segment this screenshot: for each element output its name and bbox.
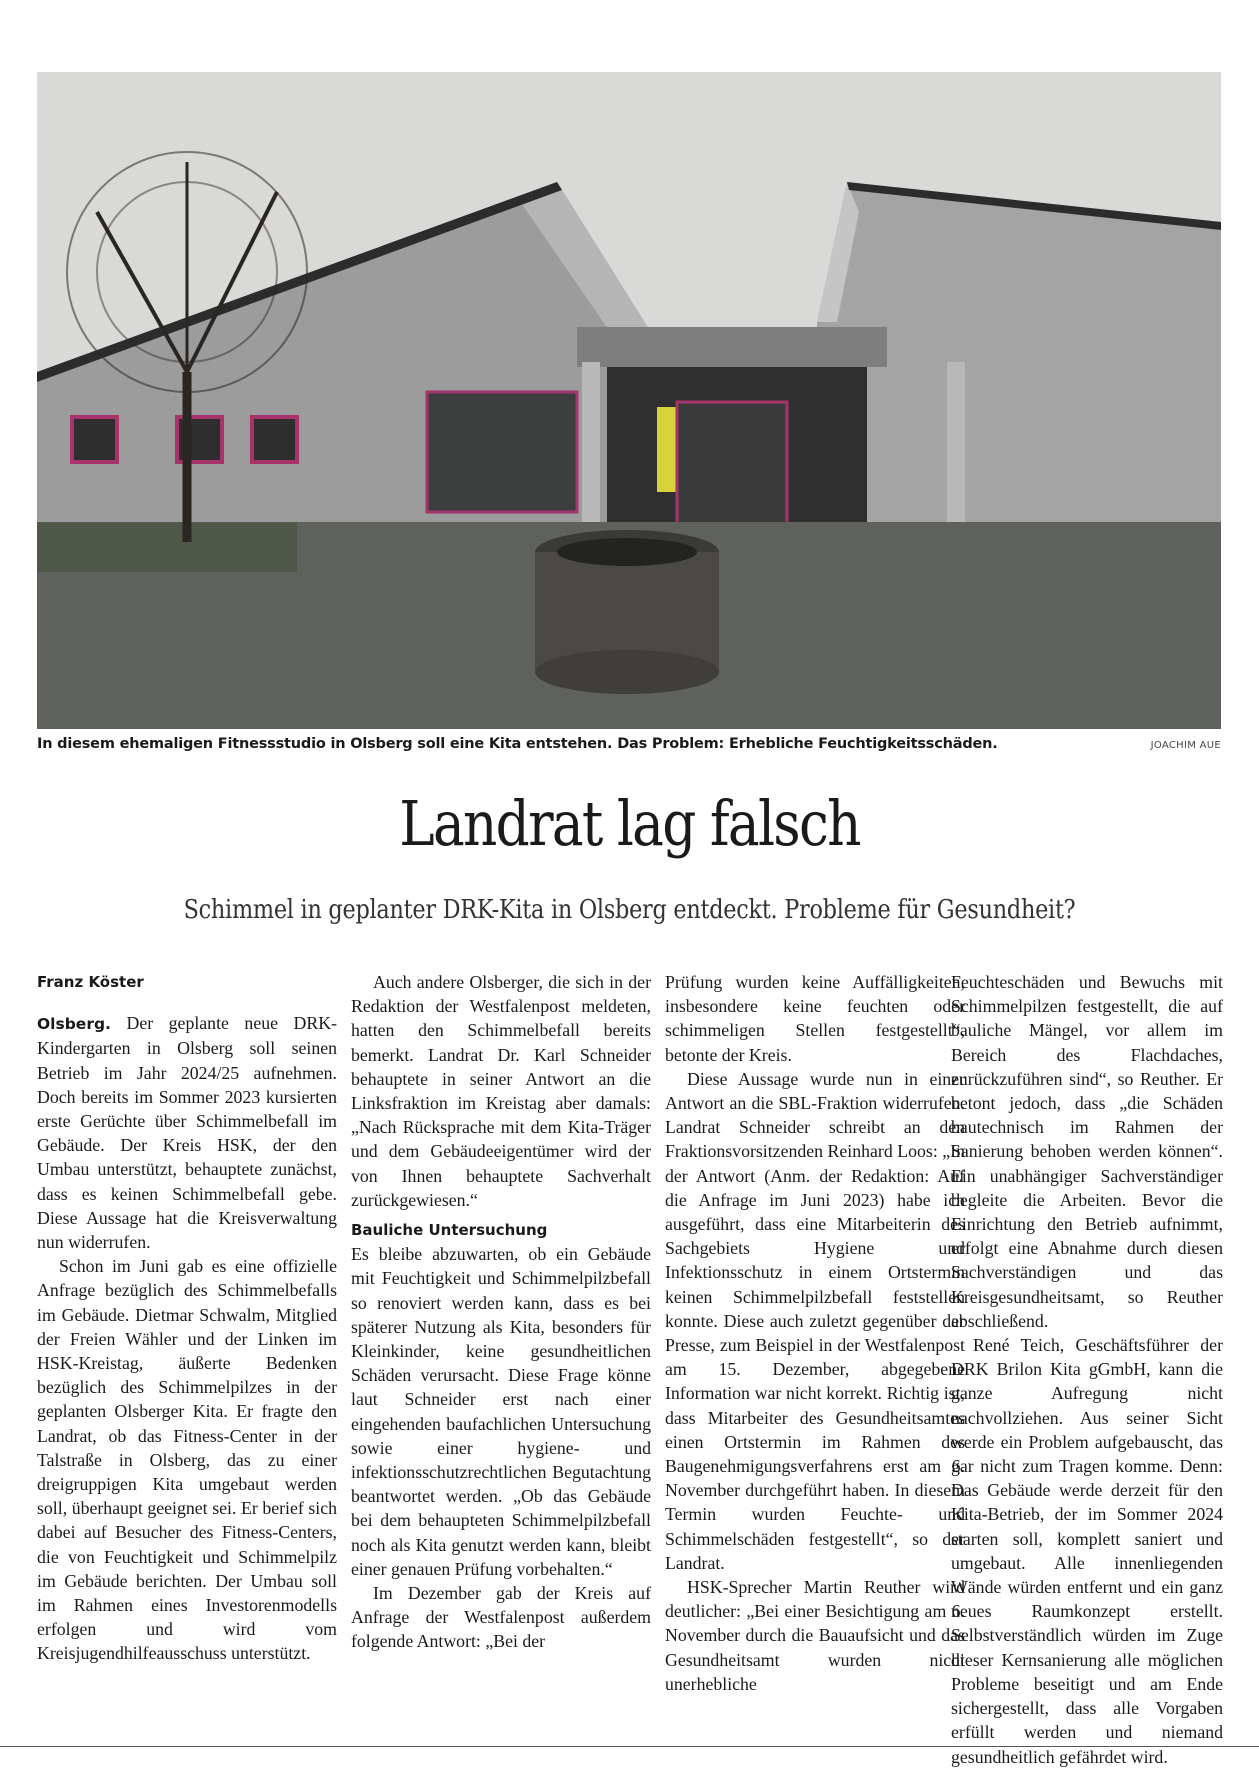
building-photo-illustration: [37, 72, 1221, 729]
paragraph: René Teich, Geschäftsführer der DRK Brilon Kita gGmbH, kann die ganze Aufregung nicht nachvollziehen. Aus seiner Sicht werde ein Problem aufgebauscht, das gar nicht zum Tragen komme. Denn: Das Gebäude werde derzeit für den Kita-Betrieb, der im Sommer 2024 starten soll, komplett saniert und umgebaut. Alle innenliegenden Wände würden entfernt und ein ganz neues Raumkonzept erstellt. Selbstverständlich würden im Zuge dieser Kernsanierung alle möglichen Probleme beseitigt und am Ende sichergestellt, dass alle Vorgaben erfüllt werden und niemand gesundheitlich gefährdet wird.: [951, 1335, 1223, 1767]
paragraph: Olsberg. Der geplante neue DRK-Kindergarten in Olsberg soll seinen Betrieb im Jahr 2024/25 aufnehmen. Doch bereits im Sommer 2023 kursierten erste Gerüchte über Schimmelbefall im Gebäude. Der Kreis HSK, der den Umbau unterstützt, behauptete zunächst, dass es keinen Schimmelbefall gebe. Diese Aussage hat die Kreisverwaltung nun widerrufen.: [37, 1013, 337, 1253]
article-column-4: [951, 970, 1223, 1767]
photo-credit: JOACHIM AUE: [1150, 740, 1221, 751]
subheadline: Schimmel in geplanter DRK-Kita in Olsberg entdeckt. Probleme für Gesundheit?: [183, 895, 1076, 925]
paragraph: Es bleibe abzuwarten, ob ein Gebäude mit Feuchtigkeit und Schimmelpilzbefall so renoviert werden kann, dass es bei späterer Nutzung als Kita, besonders für Kleinkinder, keine gesundheitlichen Schäden verursacht. Diese Frage könne laut Schneider erst nach einer eingehenden baufachlichen Untersuchung sowie einer hygiene- und infektionsschutzrechtlichen Begutachtung beantwortet werden. „Ob das Gebäude bei dem behaupteten Schimmelpilzbefall noch als Kita genutzt werden kann, bleibt einer genauen Prüfung vorbehalten.“: [351, 1244, 651, 1579]
paragraph: Schon im Juni gab es eine offizielle Anfrage bezüglich des Schimmelbefalls im Gebäude. Dietmar Schwalm, Mitglied der Freien Wähler und der Linken im HSK-Kreistag, äußerte Bedenken bezüglich des Schimmelpilzes in der geplanten Olsberger Kita. Er fragte den Landrat, ob das Fitness-Center in der Talstraße in Olsberg, das zu einer dreigruppigen Kita umgebaut werden soll, überhaupt geeignet sei. Er berief sich dabei auf Besucher des Fitness-Centers, die von Feuchtigkeit und Schimmelpilz im Gebäude berichten. Der Umbau soll im Rahmen eines Investorenmodells erfolgen und wird vom Kreisjugendhilfeausschuss unterstützt.: [37, 1256, 337, 1664]
paragraph: Diese Aussage wurde nun in einer Antwort an die SBL-Fraktion widerrufen. Landrat Schneider schreibt an den Fraktionsvorsitzenden Reinhard Loos: „In der Antwort (Anm. der Redaktion: Auf die Anfrage im Juni 2023) habe ich ausgeführt, dass eine Mitarbeiterin des Sachgebiets Hygiene und Infektionsschutz in einem Ortstermin keinen Schimmelpilzbefall feststellen konnte. Diese auch zuletzt gegenüber der Presse, zum Beispiel in der Westfalenpost am 15. Dezember, abgegebene Information war nicht korrekt. Richtig ist, dass Mitarbeiter des Gesundheitsamtes einen Ortstermin im Rahmen des Baugenehmigungsverfahrens erst am 6. November durchgeführt haben. In diesem Termin wurden Feuchte- und Schimmelschäden festgestellt“, so der Landrat.: [665, 1068, 965, 1573]
paragraph: Prüfung wurden keine Auffälligkeiten, insbesondere keine feuchten oder schimmeligen Stellen festgestellt“, betonte der Kreis.: [665, 972, 965, 1065]
paragraph: Feuchteschäden und Bewuchs mit Schimmelpilzen festgestellt, die auf bauliche Mängel, vor allem im Bereich des Flachdaches, zurückzuführen sind“, so Reuther. Er betont jedoch, dass „die Schäden bautechnisch im Rahmen der Sanierung behoben werden können“. Ein unabhängiger Sachverständiger begleite die Arbeiten. Bevor die Einrichtung den Betrieb aufnimmt, erfolgt eine Abnahme durch diesen Sachverständigen und das Kreisgesundheitsamt, so Reuther abschließend.: [951, 972, 1223, 1331]
article-column-1: [37, 970, 337, 1740]
section-subheading: Bauliche Untersuchung: [351, 1221, 548, 1240]
paragraph: HSK-Sprecher Martin Reuther wird deutlicher: „Bei einer Besichtigung am 6. November durch die Bauaufsicht und das Gesundheitsamt wurden nicht unerhebliche: [665, 1577, 965, 1694]
photo-caption: In diesem ehemaligen Fitnessstudio in Olsberg soll eine Kita entstehen. Das Problem: Erhebliche Feuchtigkeitsschäden.: [37, 736, 998, 752]
headline: Landrat lag falsch: [399, 787, 860, 860]
dateline: Olsberg.: [37, 1015, 111, 1034]
article-column-3: [665, 970, 965, 1740]
article-column-2: [351, 970, 651, 1740]
paragraph: Im Dezember gab der Kreis auf Anfrage der Westfalenpost außerdem folgende Antwort: „Bei der: [351, 1583, 651, 1652]
article-photo: [37, 72, 1221, 729]
bottom-rule: [0, 1746, 1259, 1747]
author-byline: Franz Köster: [37, 973, 144, 991]
paragraph: Auch andere Olsberger, die sich in der Redaktion der Westfalenpost meldeten, hatten den Schimmelbefall bereits bemerkt. Landrat Dr. Karl Schneider behauptete in seiner Antwort an die Linksfraktion im Kreistag aber damals: „Nach Rücksprache mit dem Kita-Träger und dem Gebäudeeigentümer wird der von Ihnen behauptete Sachverhalt zurückgewiesen.“: [351, 972, 651, 1210]
